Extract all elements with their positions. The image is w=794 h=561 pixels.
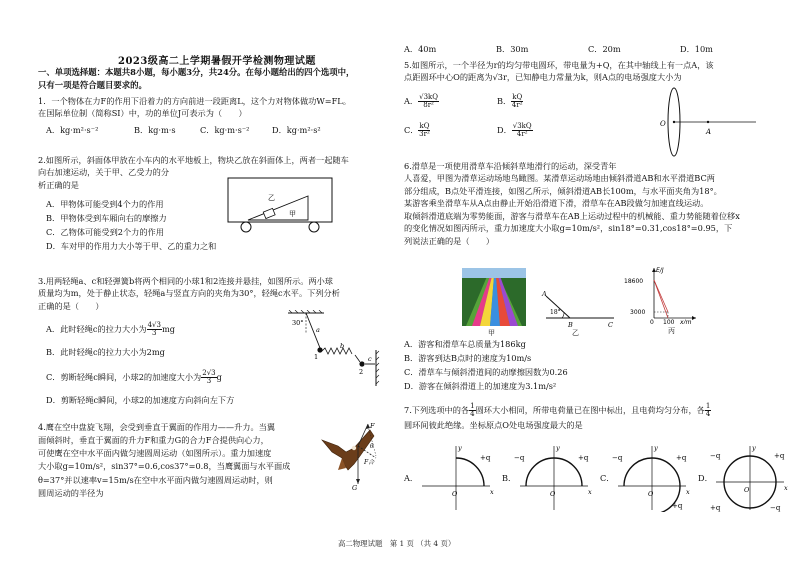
question-7-figure-b — [514, 442, 596, 512]
question-3-line-3: 正确的是（ ） — [38, 300, 104, 311]
question-6-energy-graph — [624, 264, 698, 335]
question-6-caption-jia: 甲 — [488, 329, 495, 337]
question-2-figure — [226, 176, 336, 234]
question-7-a-y: y — [458, 444, 462, 452]
question-6-label-a: A — [542, 290, 547, 298]
question-5-option-a-numerator: √3kQ — [419, 93, 439, 101]
question-6-label-b: B — [568, 321, 573, 328]
question-3 — [38, 275, 340, 312]
question-2-line-2: 向右加速运动，关于甲、乙受力的分 — [38, 167, 170, 178]
question-3-option-c-text: C．剪断轻绳c瞬间，小球2的加速度大小为 — [46, 371, 202, 382]
question-7-options — [404, 442, 794, 514]
question-6-graph-x1: 100 — [663, 319, 675, 324]
page-title: 2023级高二上学期暑假开学检测物理试题 — [118, 56, 316, 67]
question-1-option-c: C．kg·m·s⁻² — [200, 125, 250, 135]
question-7-figure-d — [710, 442, 792, 512]
question-7-figure-a — [416, 442, 498, 512]
question-4-label-g: G — [352, 484, 358, 492]
question-3-option-c-fraction — [201, 370, 216, 386]
question-5-option-d-denominator: 4r² — [516, 130, 528, 139]
question-7-figure-c — [612, 442, 694, 512]
question-3-figure — [284, 310, 380, 388]
question-5-option-b-fraction — [511, 94, 523, 110]
question-3-label-c: c — [368, 355, 372, 363]
question-3-option-c — [46, 370, 222, 386]
question-7-b-x: x — [588, 488, 592, 496]
question-4-line-6: 圆周运动的半径为 — [38, 487, 104, 498]
question-5-option-d-numerator: √3kQ — [512, 122, 532, 130]
question-2-label-jia: 甲 — [289, 210, 296, 218]
question-1-line-1: 1．一个物体在力F的作用下沿着力的方向前进一段距离L，这个力对物体做功W=FL。 — [38, 96, 351, 106]
question-5-option-a — [404, 94, 439, 110]
question-5 — [404, 59, 714, 84]
question-7-c-x: x — [686, 488, 690, 496]
question-7-d-charge-pos-top: +q — [774, 452, 785, 460]
question-5-option-c — [404, 123, 430, 139]
question-5-option-d-fraction — [512, 123, 533, 139]
section-heading-line-2: 只有一项是符合题目要求的。 — [38, 80, 147, 91]
question-2-option-c: C．乙物体可能受到2个力的作用 — [46, 226, 164, 237]
question-5-option-b — [497, 94, 523, 110]
question-6-photo-jia — [462, 268, 526, 337]
question-4-figure — [318, 418, 380, 492]
question-5-option-c-numerator: kQ — [419, 122, 430, 130]
question-7-c-charge-pos-bottom: +q — [672, 502, 683, 510]
question-5-option-a-fraction — [418, 94, 439, 110]
question-6-option-a: A．游客和滑草车总质量为186kg — [404, 339, 526, 349]
question-6-line-4: 某游客乘坐滑草车从A点由静止开始沿滑道下滑，滑草车在AB段做匀加速直线运动。 — [404, 198, 709, 209]
question-4-line-4: 大小取g=10m/s²，sin37°=0.6,cos37°=0.8，当鹰翼面与水平面成 — [38, 461, 291, 472]
question-5-option-c-label: C． — [404, 124, 419, 135]
question-7 — [404, 403, 711, 431]
question-7-b-y: y — [556, 444, 560, 452]
question-7-b-origin: O — [550, 490, 556, 498]
section-heading-line-1: 一、单项选择题：本题共8小题，每小题3分，共24分。在每小题给出的四个选项中， — [38, 67, 355, 77]
question-7-a-origin: O — [452, 490, 458, 498]
question-5-option-b-numerator: kQ — [512, 93, 523, 101]
question-7-fraction-2-denominator: 4 — [705, 410, 711, 419]
question-3-option-c-unit: g — [216, 371, 222, 382]
question-7-d-charge-pos-bottom: +q — [710, 504, 721, 512]
question-4-option-c: C．20m — [588, 44, 621, 54]
question-6-line-6: 的变化情况如图丙所示，重力加速度大小取g=10m/s²，sin18°=0.31,cos18°=0.95，下 — [404, 223, 733, 234]
question-3-option-a-denominator: 3 — [152, 329, 157, 338]
question-5-label-a: A — [706, 128, 712, 136]
question-6-angle-label: 18° — [550, 309, 561, 316]
question-6-incline-yi — [540, 288, 618, 337]
question-7-c-origin: O — [648, 490, 654, 498]
question-6-caption-yi: 乙 — [572, 329, 579, 337]
question-2-line-1: 2.如图所示，斜面体甲放在小车内的水平地板上，物块乙放在斜面体上，两者一起随车 — [38, 155, 349, 165]
question-6-option-d: D．游客在倾斜滑道上的加速度为3.1m/s² — [404, 380, 557, 391]
question-3-option-a-unit: mg — [161, 323, 175, 334]
question-7-b-charge-pos: +q — [578, 454, 589, 462]
question-7-line-1-end: 圆环大小相同，所带电荷量已在图中标出，且电荷均匀分布，各 — [475, 404, 705, 415]
question-6-option-b: B．游客到达B点时的速度为10m/s — [404, 352, 532, 363]
question-7-c-y: y — [654, 444, 658, 452]
question-5-figure — [660, 82, 760, 162]
question-7-b-charge-neg: −q — [514, 454, 525, 462]
question-5-label-o: O — [660, 120, 666, 128]
question-5-option-c-fraction — [418, 123, 430, 139]
question-4-option-b: B．30m — [496, 44, 529, 54]
question-2-option-b: B．甲物体受到车厢向右的摩擦力 — [46, 212, 167, 223]
question-5-option-a-denominator: 8r² — [423, 101, 434, 110]
question-4 — [38, 421, 314, 500]
question-6-graph-origin: 0 — [650, 319, 654, 324]
question-4-line-5: θ=37°并以速率v=15m/s在空中水平面内做匀速圆周运动时，则 — [38, 474, 273, 485]
question-7-option-d-label: D． — [698, 473, 713, 483]
question-5-option-a-label: A． — [404, 95, 419, 106]
question-3-option-c-numerator: 2√3 — [202, 369, 216, 377]
question-3-line-1: 3.用两轻绳a、c和轻弹簧b将两个相同的小球1和2连接并悬挂，如图所示。两小球 — [38, 276, 333, 286]
question-6-graph-ylabel: E/J — [656, 267, 664, 274]
question-5-option-d — [497, 123, 533, 139]
question-4-label-f: F — [370, 422, 375, 430]
question-5-line-2: 点距圆环中心O的距离为√3r，已知静电力常量为k，则A点的电场强度大小为 — [404, 72, 682, 83]
question-7-line-2: 圆环间彼此绝缘。坐标原点O处电场强度最大的是 — [404, 419, 583, 430]
question-3-label-b: b — [340, 342, 345, 350]
section-heading — [38, 66, 354, 92]
question-4-line-3: 可使鹰在空中水平面内做匀速圆周运动（如图所示）。重力加速度 — [38, 448, 272, 459]
question-7-line-1-start: 7.下列选项中的各 — [404, 404, 470, 415]
question-6-caption-bing: 丙 — [668, 327, 675, 335]
question-7-d-origin: O — [744, 486, 750, 494]
question-2-options — [46, 198, 216, 254]
question-3-line-2: 质量均为m，处于静止状态，轻绳a与竖直方向的夹角为30°，轻绳c水平。下列分析 — [38, 288, 340, 299]
question-3-option-b: B．此时轻绳c的拉力大小为2mg — [46, 347, 165, 357]
question-3-option-a-fraction — [147, 322, 162, 338]
question-6 — [404, 160, 740, 247]
question-7-fraction-numerator: 1 — [470, 402, 475, 410]
question-4-label-theta: θ — [370, 443, 374, 450]
question-3-option-d: D．剪断轻绳c瞬间，小球2的加速度方向斜向左下方 — [46, 395, 235, 405]
question-6-option-c: C．滑草车与倾斜滑道间的动摩擦因数为0.26 — [404, 366, 568, 377]
question-3-label-a: a — [316, 326, 320, 334]
question-2-option-a: A．甲物体可能受到4个力的作用 — [46, 199, 164, 209]
question-3-ball-2-label: 2 — [359, 368, 364, 376]
question-4-label-f-net: F合 — [364, 459, 375, 466]
question-5-line-1: 5.如图所示，一个半径为r的均匀带电圆环，带电量为+Q，在其中轴线上有一点A，该 — [404, 60, 714, 70]
question-7-d-charge-neg-bottom: −q — [770, 504, 781, 512]
question-6-line-1: 6.滑草是一项使用滑草车沿倾斜草地滑行的运动，深受青年 — [404, 161, 617, 171]
question-7-fraction-2 — [705, 403, 711, 419]
question-3-option-a-text: A．此时轻绳c的拉力大小为 — [46, 323, 147, 334]
question-6-graph-y1: 18600 — [624, 278, 644, 285]
question-3-angle-label: 30° — [292, 319, 304, 327]
question-1-option-d: D．kg·m²·s² — [272, 125, 321, 135]
question-4-option-a: A．40m — [404, 44, 437, 54]
question-6-line-5: 取倾斜滑道底端为零势能面，游客与滑草车在AB上运动过程中的机械能、重力势能随着位移x — [404, 210, 740, 221]
question-1 — [38, 95, 351, 120]
question-3-ball-1-label: 1 — [314, 353, 319, 361]
question-7-c-charge-pos-top: +q — [676, 454, 687, 462]
question-3-option-a-numerator: 4√3 — [147, 321, 161, 329]
question-3-option-c-denominator: 3 — [206, 377, 212, 386]
question-7-line-1 — [404, 403, 711, 419]
question-6-options — [404, 338, 568, 394]
question-4-line-1: 4.鹰在空中盘旋飞翔，会受到垂直于翼面的作用力——升力。当翼 — [38, 422, 276, 432]
question-6-graph-y2: 3000 — [630, 309, 646, 316]
question-4-option-d: D．10m — [680, 44, 713, 54]
question-7-fraction-denominator: 4 — [470, 410, 475, 419]
page-footer: 高二物理试题 第 1 页 （共 4 页） — [338, 539, 456, 548]
question-7-option-b-label: B． — [502, 473, 517, 483]
question-7-a-x: x — [490, 488, 494, 496]
question-7-fraction-2-numerator: 1 — [705, 402, 711, 410]
question-2-label-yi: 乙 — [268, 194, 275, 202]
question-1-line-2: 在国际单位制（简称SI）中，功的单位J可表示为（ ） — [38, 108, 247, 119]
question-3-option-a — [46, 322, 175, 338]
question-1-option-b: B．kg·m·s — [134, 125, 176, 135]
question-7-option-a-label: A． — [404, 473, 419, 483]
question-6-line-2: 人喜爱，甲图为滑草运动场地鸟瞰图。某滑草运动场地由倾斜滑道AB和水平滑道BC两 — [404, 173, 715, 184]
question-4-line-2: 面倾斜时，垂直于翼面的升力F和重力G的合力F合提供向心力， — [38, 435, 269, 446]
question-7-d-charge-neg-top: −q — [710, 452, 721, 460]
question-6-label-c: C — [608, 321, 613, 328]
question-5-option-c-denominator: 3r² — [419, 130, 430, 139]
question-2-line-3: 析正确的是 — [38, 179, 79, 190]
question-5-option-b-denominator: 4r² — [511, 101, 523, 110]
question-7-option-c-label: C． — [600, 473, 615, 483]
question-6-graph-xlabel: x/m — [680, 319, 692, 324]
question-6-line-7: 列说法正确的是（ ） — [404, 235, 495, 246]
question-5-option-b-label: B． — [497, 95, 512, 106]
question-7-d-y: y — [752, 444, 756, 452]
question-7-a-charge: +q — [480, 454, 491, 462]
question-2-option-d: D．车对甲的作用力大小等于甲、乙的重力之和 — [46, 240, 217, 251]
question-6-line-3: 部分组成，B点处平滑连接，如图乙所示，倾斜滑道AB长100m，与水平面夹角为18°。 — [404, 185, 722, 196]
question-5-option-d-label: D． — [497, 124, 512, 135]
question-7-d-x: x — [784, 484, 788, 492]
question-7-c-charge-neg: −q — [612, 454, 623, 462]
question-1-option-a: A．kg·m²·s⁻² — [46, 125, 99, 135]
